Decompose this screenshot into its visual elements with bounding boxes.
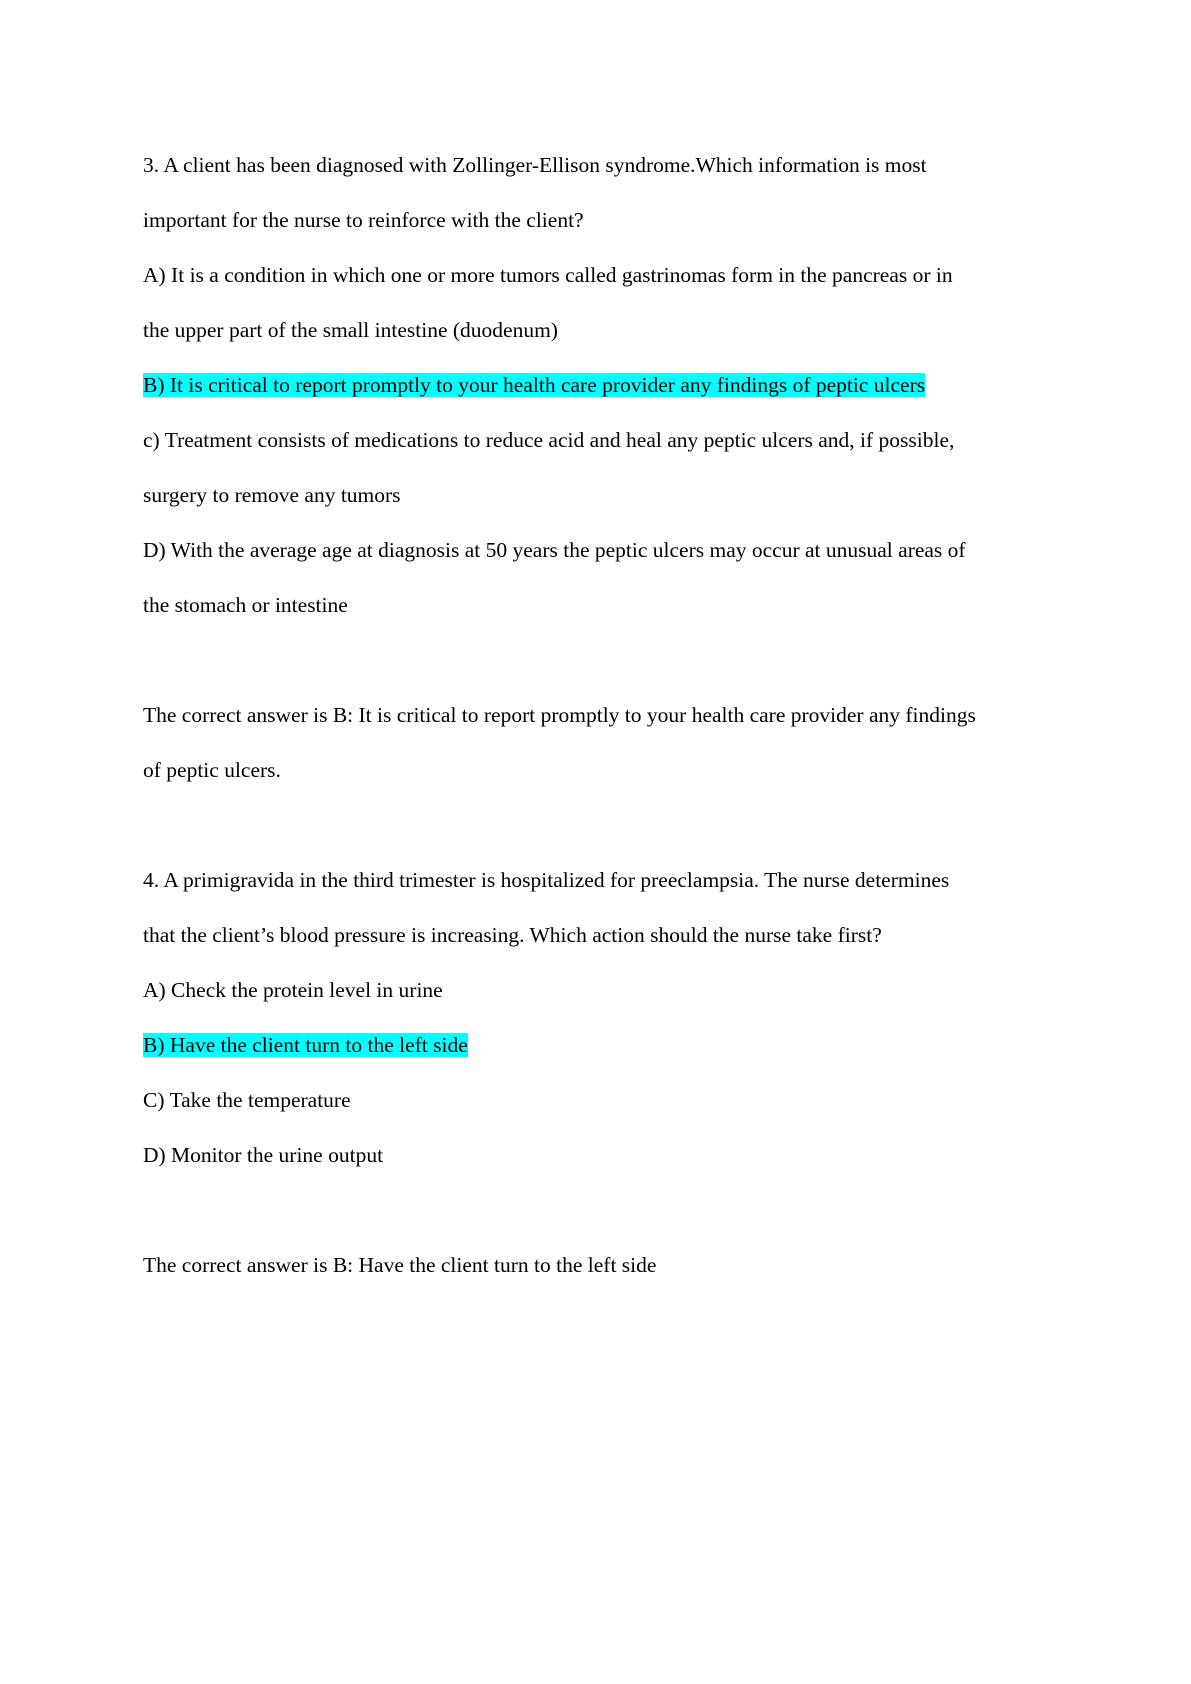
highlighted-option-text: B) It is critical to report promptly to your health care provider any findings of peptic ulcers xyxy=(143,373,926,397)
option-d xyxy=(143,523,1083,633)
blank-line xyxy=(143,1183,1083,1238)
option-b xyxy=(143,1018,1083,1073)
question-3 xyxy=(143,138,1083,798)
option-a xyxy=(143,963,1083,1018)
document-body xyxy=(143,138,1083,1293)
option-line: the stomach or intestine xyxy=(143,593,348,617)
stem-line: important for the nurse to reinforce with the client? xyxy=(143,208,584,232)
answer-line: The correct answer is B: It is critical to report promptly to your health care provider any findings xyxy=(143,703,976,727)
option-c xyxy=(143,1073,1083,1128)
answer-line: of peptic ulcers. xyxy=(143,758,281,782)
stem-line: 4. A primigravida in the third trimester is hospitalized for preeclampsia. The nurse determines xyxy=(143,868,950,892)
answer-explanation xyxy=(143,1238,1083,1293)
answer-explanation xyxy=(143,688,1083,798)
option-line: C) Take the temperature xyxy=(143,1088,351,1112)
answer-line: The correct answer is B: Have the client turn to the left side xyxy=(143,1253,657,1277)
stem-line: that the client’s blood pressure is increasing. Which action should the nurse take first? xyxy=(143,923,882,947)
option-line: c) Treatment consists of medications to reduce acid and heal any peptic ulcers and, if possible, xyxy=(143,428,955,452)
option-line: the upper part of the small intestine (duodenum) xyxy=(143,318,558,342)
blank-line xyxy=(143,798,1083,853)
question-stem xyxy=(143,853,1083,963)
stem-line: 3. A client has been diagnosed with Zollinger-Ellison syndrome.Which information is most xyxy=(143,153,927,177)
question-4 xyxy=(143,853,1083,1293)
option-d xyxy=(143,1128,1083,1183)
option-c xyxy=(143,413,1083,523)
question-stem xyxy=(143,138,1083,248)
option-line: D) Monitor the urine output xyxy=(143,1143,384,1167)
option-line: A) It is a condition in which one or more tumors called gastrinomas form in the pancreas or in xyxy=(143,263,953,287)
option-a xyxy=(143,248,1083,358)
highlighted-option-text: B) Have the client turn to the left side xyxy=(143,1033,468,1057)
blank-line xyxy=(143,633,1083,688)
option-b xyxy=(143,358,1083,413)
option-line: surgery to remove any tumors xyxy=(143,483,401,507)
option-line: A) Check the protein level in urine xyxy=(143,978,443,1002)
option-line: D) With the average age at diagnosis at 50 years the peptic ulcers may occur at unusual areas of xyxy=(143,538,966,562)
